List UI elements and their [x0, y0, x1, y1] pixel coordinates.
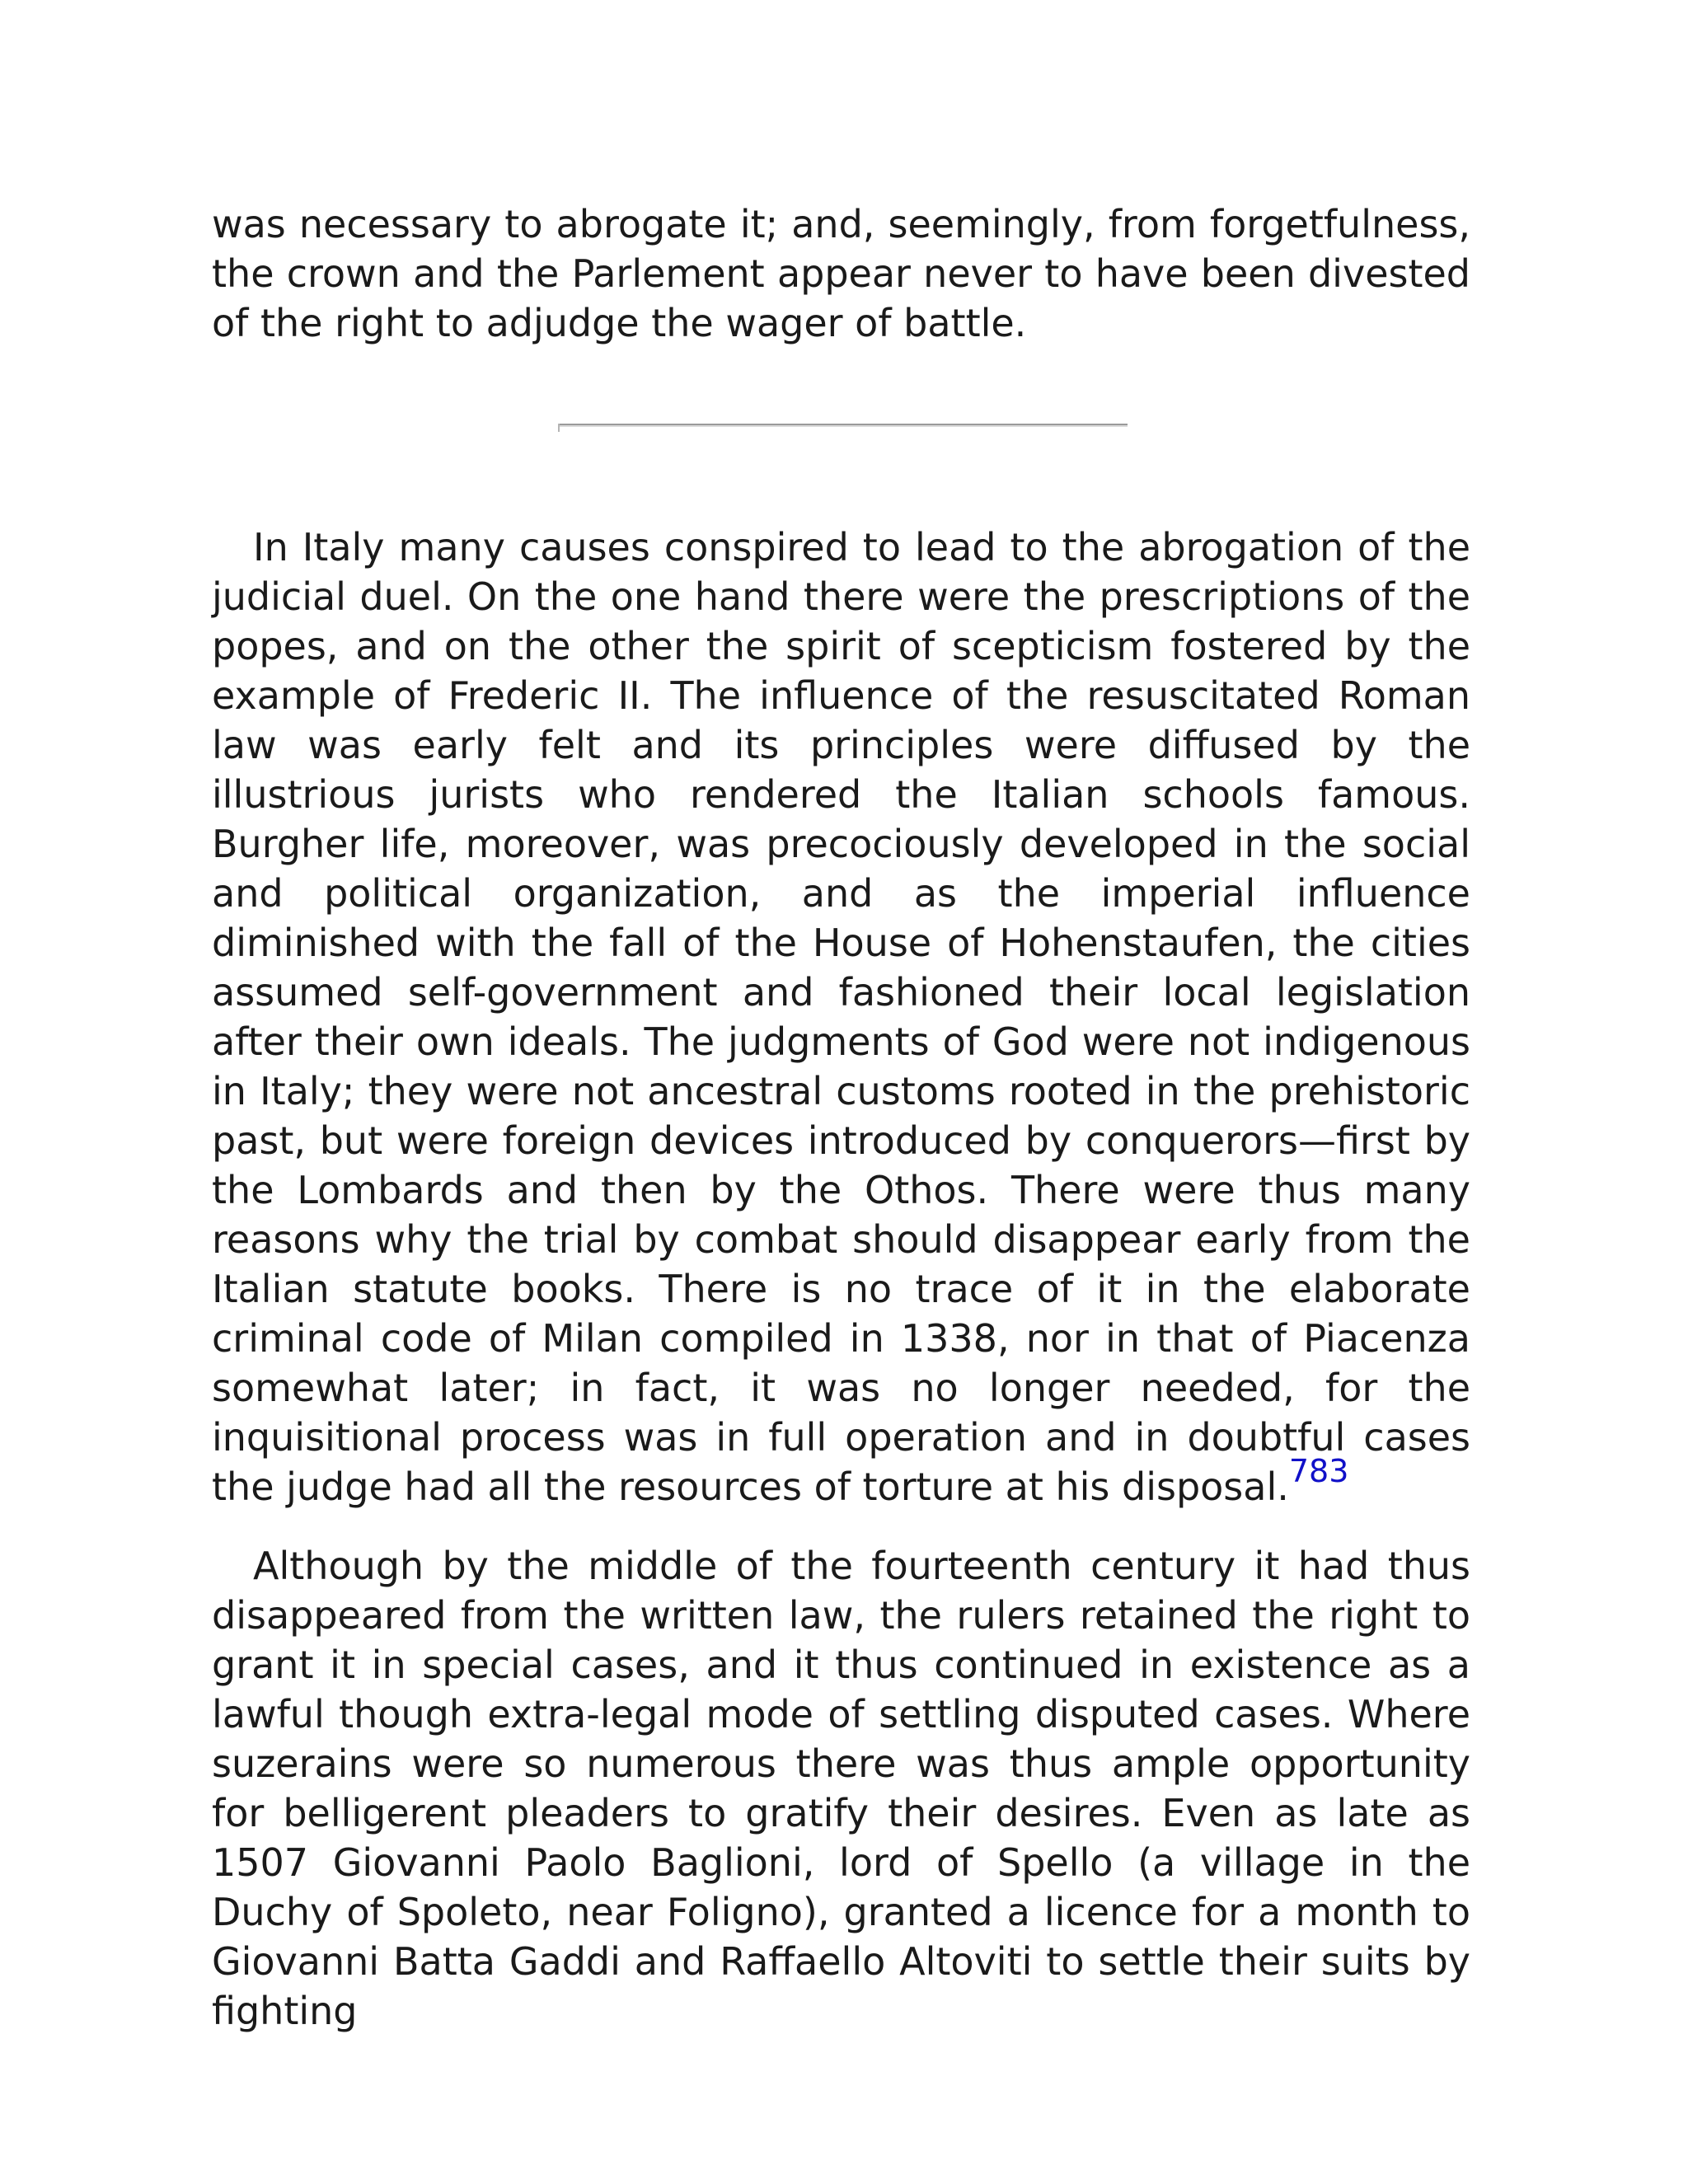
section-divider: [558, 424, 1128, 427]
paragraph-italy-abrogation: [212, 523, 1470, 1511]
footnote-link-783[interactable]: 783: [1288, 1453, 1349, 1489]
paragraph-italy-abrogation-text: In Italy many causes conspired to lead to the abrogation of the judicial duel. On the one hand there were the prescriptions of the popes, and on the other the spirit of scepticism fostered by the example of Frederic II. The influence of the resuscitated Roman law was early felt and its principles were diffused by the illustrious jurists who rendered the Italian schools famous. Burgher life, moreover, was precociously developed in the social and political organization, and as the imperial influence diminished with the fall of the House of Hohenstaufen, the cities assumed self-government and fashioned their local legislation after their own ideals. The judgments of God were not indigenous in Italy; they were not ancestral customs rooted in the prehistoric past, but were foreign devices introduced by conquerors—first by the Lombards and then by the Othos. There were thus many reasons why the trial by combat should disappear early from the Italian statute books. There is no trace of it in the elaborate criminal code of Milan compiled in 1338, nor in that of Piacenza somewhat later; in fact, it was no longer needed, for the inquisitional process was in full operation and in doubtful cases the judge had all the resources of torture at his disposal.: [212, 525, 1470, 1509]
paragraph-fourteenth-century: Although by the middle of the fourteenth century it had thus disappeared from the written law, the rulers retained the right to grant it in special cases, and it thus continued in existence as a lawful though extra-legal mode of settling disputed cases. Where suzerains were so numerous there was thus ample opportunity for belligerent pleaders to gratify their desires. Even as late as 1507 Giovanni Paolo Baglioni, lord of Spello (a village in the Duchy of Spoleto, near Foligno), granted a licence for a month to Giovanni Batta Gaddi and Raffaello Altoviti to settle their suits by fighting: [212, 1544, 1470, 2033]
paragraph-continuation: was necessary to abrogate it; and, seemingly, from forgetfulness, the crown and the Parlement appear never to have been divested of the right to adjudge the wager of battle.: [212, 202, 1470, 345]
document-page: [212, 199, 1470, 2036]
